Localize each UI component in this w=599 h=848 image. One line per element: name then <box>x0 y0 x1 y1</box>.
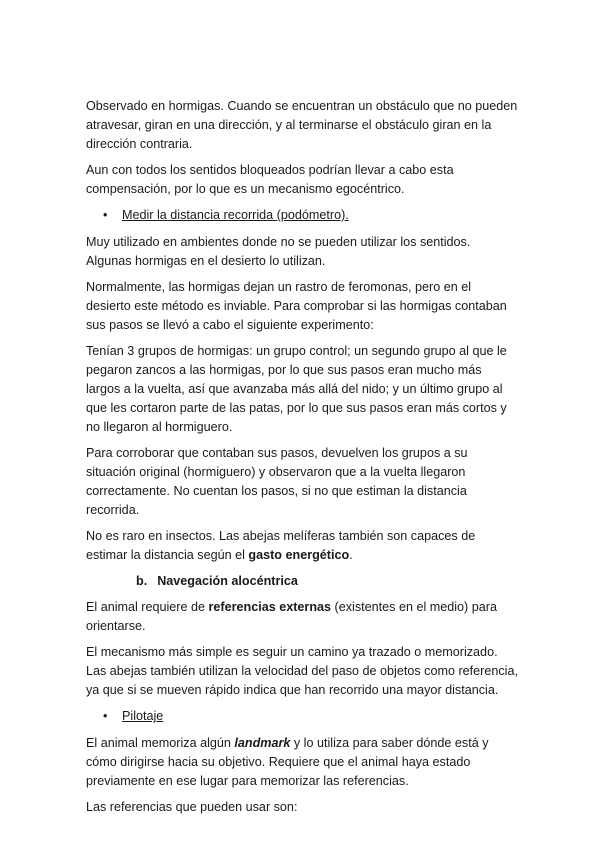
paragraph-insects <box>86 527 518 565</box>
paragraph-external-references <box>86 598 518 636</box>
paragraph-landmark <box>86 734 518 791</box>
paragraph-references-list-intro: Las referencias que pueden usar son: <box>86 800 298 814</box>
heading-text: Navegación alocéntrica <box>157 574 298 588</box>
paragraph-pheromones: Normalmente, las hormigas dejan un rastro de feromonas, pero en el desierto este método es inviable. Para comprobar si las hormigas contaban sus pasos se llevó a cabo el siguiente experimento: <box>86 280 507 332</box>
bullet-item-piloting <box>86 707 518 726</box>
bold-term-external-references: referencias externas <box>208 600 332 614</box>
text-run: y lo utiliza para saber dónde está y cómo dirigirse hacia su objetivo. Requiere que el animal haya estado previamente en ese lugar para memorizar las referencias. <box>86 736 489 788</box>
paragraph-simple-mechanism: El mecanismo más simple es seguir un camino ya trazado o memorizado. Las abejas también utilizan la velocidad del paso de objetos como referencia, ya que si se mueven rápido indica que han recorrido una mayor distancia. <box>86 645 518 697</box>
text-run: El animal memoriza algún <box>86 736 235 750</box>
text-run: (existentes en el medio) para orientarse. <box>86 600 497 633</box>
text-run: . <box>349 548 353 562</box>
paragraph-experiment: Tenían 3 grupos de hormigas: un grupo control; un segundo grupo al que le pegaron zancos a las hormigas, por lo que sus pasos eran mucho más largos a la vuelta, así que avanzaba más allá del nido; y un último grupo al que les cortaron parte de las patas, por lo que sus pasos eran más cortos y no llegaron al hormiguero. <box>86 344 507 434</box>
paragraph-compensation: Aun con todos los sentidos bloqueados podrían llevar a cabo esta compensación, por lo que es un mecanismo egocéntrico. <box>86 163 454 196</box>
bullet-label-podometer: Medir la distancia recorrida (podómetro). <box>122 208 349 222</box>
paragraph-environments: Muy utilizado en ambientes donde no se pueden utilizar los sentidos. Algunas hormigas en el desierto lo utilizan. <box>86 235 471 268</box>
document-page <box>86 97 518 824</box>
bullet-item-podometer <box>86 206 518 225</box>
bold-term-energy: gasto energético <box>248 548 350 562</box>
bullet-icon: • <box>103 208 108 222</box>
section-heading <box>86 572 518 591</box>
heading-letter: b. <box>136 574 148 588</box>
text-run: El animal requiere de <box>86 600 209 614</box>
paragraph-obstacle: Observado en hormigas. Cuando se encuentran un obstáculo que no pueden atravesar, giran en una dirección, y al terminarse el obstáculo giran en la dirección contraria. <box>86 99 518 151</box>
bullet-label-piloting: Pilotaje <box>122 709 164 723</box>
text-run: No es raro en insectos. Las abejas melíferas también son capaces de estimar la distancia según el <box>86 529 476 562</box>
paragraph-corroborate: Para corroborar que contaban sus pasos, devuelven los grupos a su situación original (hormiguero) y observaron que a la vuelta llegaron correctamente. No cuentan los pasos, si no que estiman la distancia recorrida. <box>86 446 468 517</box>
bullet-icon: • <box>103 709 108 723</box>
italic-term-landmark: landmark <box>234 736 291 750</box>
